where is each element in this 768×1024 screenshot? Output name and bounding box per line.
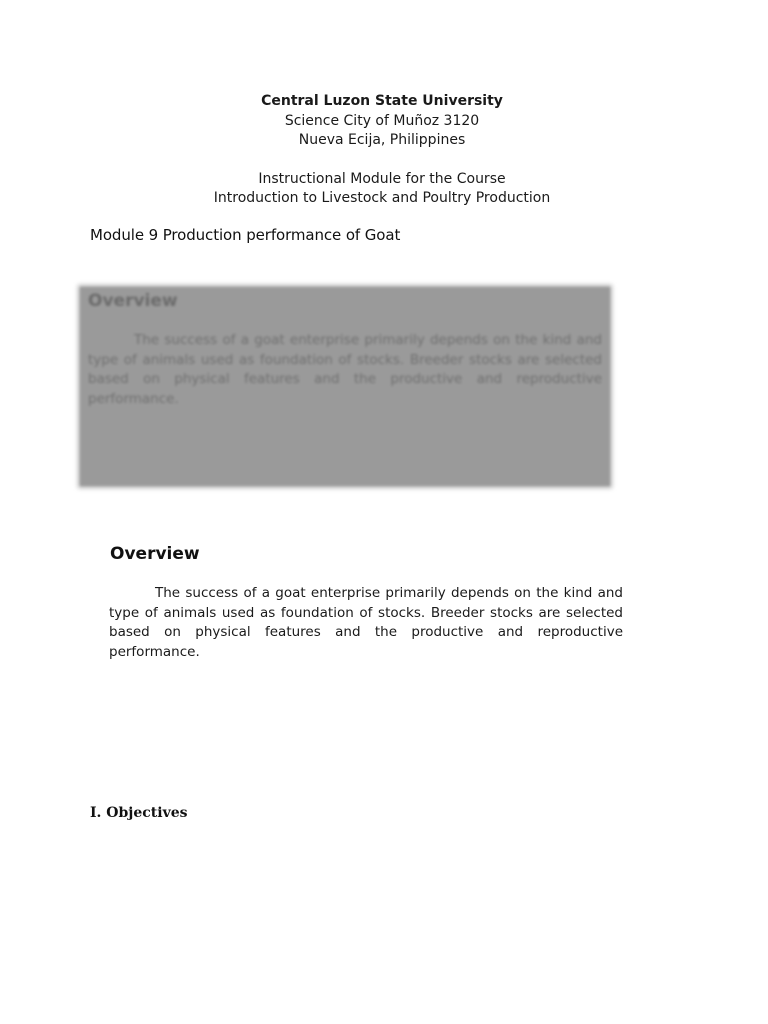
module-title: Module 9 Production performance of Goat xyxy=(90,226,401,244)
blurred-overview-heading: Overview xyxy=(88,291,178,311)
document-header xyxy=(0,92,764,209)
overview-paragraph: The success of a goat enterprise primarily depends on the kind and type of animals used as foundation of stocks. Breeder stocks are selected based on physical features and the productive and reproductive performance. xyxy=(109,585,623,660)
university-name: Central Luzon State University xyxy=(261,93,503,109)
header-spacer xyxy=(0,151,764,170)
module-subtitle-line2: Introduction to Livestock and Poultry Production xyxy=(213,190,551,206)
blurred-overview-text: The success of a goat enterprise primarily depends on the kind and type of animals used as foundation of stocks. Breeder stocks are selected based on physical features and the productive and reproductive performance. xyxy=(88,332,602,407)
objectives-heading: I. Objectives xyxy=(90,805,188,821)
module-subtitle-line1: Instructional Module for the Course xyxy=(258,170,506,187)
blurred-overview-image xyxy=(80,287,610,486)
university-province: Nueva Ecija, Philippines xyxy=(298,132,466,148)
overview-heading: Overview xyxy=(110,544,200,564)
university-city: Science City of Muñoz 3120 xyxy=(284,112,480,129)
